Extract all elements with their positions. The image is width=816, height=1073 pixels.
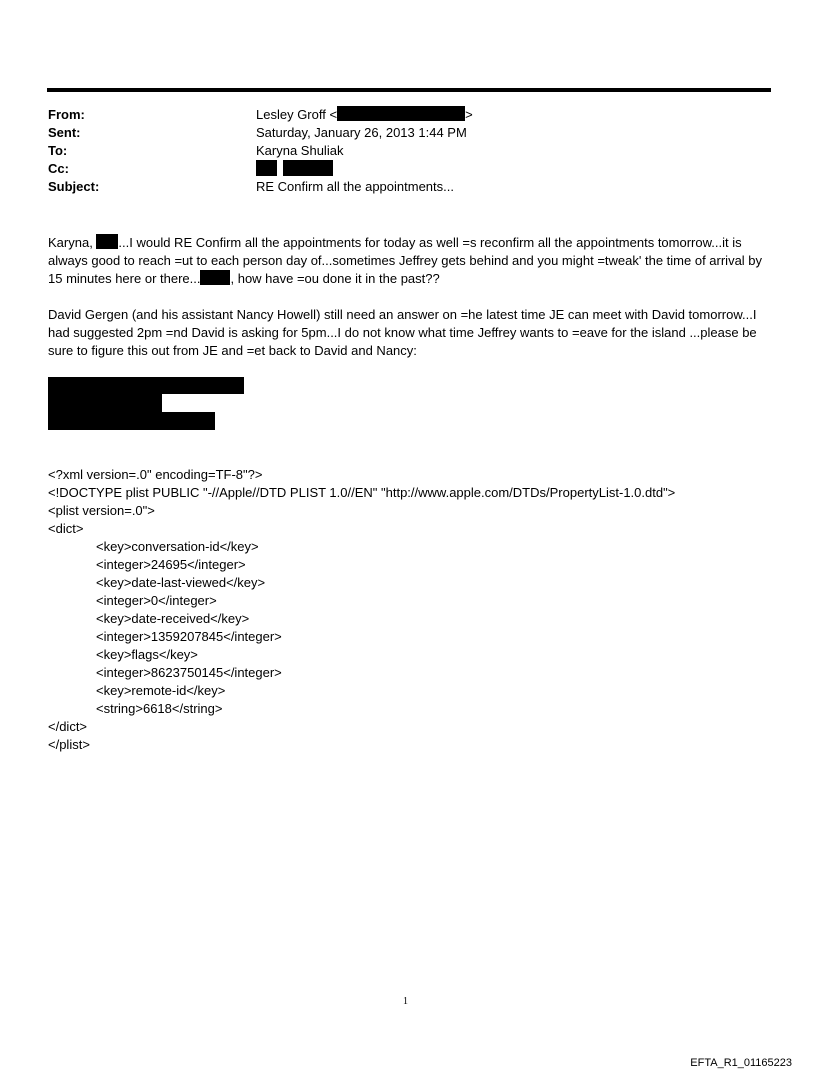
to-value: Karyna Shuliak [256, 143, 344, 158]
xml-line: <?xml version=.0" encoding=TF-8"?> [48, 467, 263, 482]
redaction-box [200, 270, 230, 285]
cc-value [256, 160, 333, 179]
xml-line: <integer>8623750145</integer> [96, 665, 282, 680]
p1-end: , how have =ou done it in the past?? [230, 271, 440, 286]
p1-mid: ...I would RE Confirm all the appointments for today as well =s reconfirm all the appointments tomorrow...it is always good to reach =ut to each person day of...sometimes Jeffrey gets behind and you might =tweak' the time of arrival by 15 minutes here or there... [48, 235, 763, 286]
xml-line: <integer>24695</integer> [96, 557, 246, 572]
cc-label: Cc: [48, 161, 69, 176]
plist-xml-block [48, 466, 675, 754]
xml-line: <integer>0</integer> [96, 593, 217, 608]
from-value [256, 106, 473, 124]
xml-line: <key>remote-id</key> [96, 683, 226, 698]
xml-line: <integer>1359207845</integer> [96, 629, 282, 644]
xml-line: <dict> [48, 521, 84, 536]
sent-value: Saturday, January 26, 2013 1:44 PM [256, 125, 467, 140]
xml-line: </dict> [48, 719, 88, 734]
redaction-box [256, 160, 277, 176]
body-paragraph-1 [48, 234, 768, 288]
header-rule [47, 88, 771, 92]
subject-value: RE Confirm all the appointments... [256, 179, 454, 194]
page-number: 1 [403, 996, 408, 1007]
xml-line: <key>date-last-viewed</key> [96, 575, 266, 590]
redaction-box [48, 377, 244, 394]
from-label: From: [48, 107, 85, 122]
sent-label: Sent: [48, 125, 81, 140]
redaction-box [48, 394, 162, 412]
xml-line: <key>flags</key> [96, 647, 198, 662]
redaction-box [283, 160, 333, 176]
xml-line: <string>6618</string> [96, 701, 223, 716]
xml-line: <key>conversation-id</key> [96, 539, 259, 554]
to-label: To: [48, 143, 68, 158]
redaction-box [48, 412, 215, 430]
xml-line: </plist> [48, 737, 90, 752]
redaction-box [337, 106, 465, 121]
document-id: EFTA_R1_01165223 [690, 1057, 792, 1069]
body-paragraph-2 [48, 306, 768, 360]
p2-text: David Gergen (and his assistant Nancy Howell) still need an answer on =he latest time JE can meet with David tomorrow...I had suggested 2pm =nd David is asking for 5pm...I do not know what time Jeffrey wants to =eave for the island ...please be sure to figure this out from JE and =et back to David and Nancy: [48, 307, 757, 358]
subject-label: Subject: [48, 179, 100, 194]
xml-line: <!DOCTYPE plist PUBLIC "-//Apple//DTD PLIST 1.0//EN" "http://www.apple.com/DTDs/PropertyList-1.0.dtd"> [48, 485, 676, 500]
xml-line: <key>date-received</key> [96, 611, 250, 626]
from-close: > [465, 107, 473, 122]
xml-line: <plist version=.0"> [48, 503, 155, 518]
p1-start: Karyna, [48, 235, 97, 250]
from-name: Lesley Groff < [256, 107, 338, 122]
redaction-box [96, 234, 118, 249]
